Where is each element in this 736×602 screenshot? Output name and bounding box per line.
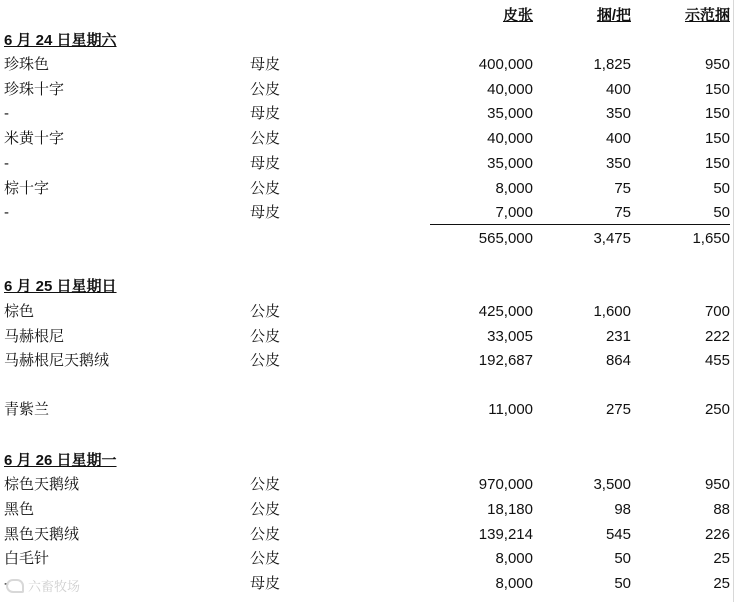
- row-shi-fan-kun: 50: [713, 180, 730, 197]
- row-type: 公皮: [250, 180, 281, 197]
- row-shi-fan-kun: 150: [704, 130, 730, 147]
- row-pi-zhang: 40,000: [487, 81, 533, 98]
- row-kun-ba: 50: [614, 550, 631, 567]
- row-pi-zhang: 8,000: [495, 550, 533, 567]
- row-shi-fan-kun: 150: [704, 105, 730, 122]
- watermark-text: 六畜牧场: [28, 580, 81, 595]
- row-shi-fan-kun: 88: [713, 501, 730, 518]
- section-date: 6 月 24 日星期六: [4, 32, 117, 49]
- row-kun-ba: 3,500: [593, 476, 631, 493]
- row-type: 公皮: [250, 352, 281, 369]
- section-date-row: [0, 29, 736, 54]
- row-name: 马赫根尼: [4, 328, 65, 345]
- section-date-row: [0, 275, 736, 300]
- row-shi-fan-kun: 222: [704, 328, 730, 345]
- row-shi-fan-kun: 950: [704, 56, 730, 73]
- row-shi-fan-kun: 150: [704, 155, 730, 172]
- row-type: 公皮: [250, 476, 281, 493]
- row-pi-zhang: 18,180: [487, 501, 533, 518]
- table-row: [0, 398, 736, 423]
- row-type: 公皮: [250, 550, 281, 567]
- row-kun-ba: 864: [605, 352, 631, 369]
- row-pi-zhang: 8,000: [495, 180, 533, 197]
- table-row: [0, 572, 736, 597]
- row-type: 公皮: [250, 328, 281, 345]
- row-name: 棕色: [4, 303, 35, 320]
- row-type: 公皮: [250, 130, 281, 147]
- row-kun-ba: 400: [605, 130, 631, 147]
- section-date: 6 月 26 日星期一: [4, 452, 117, 469]
- table-row: [0, 78, 736, 103]
- row-type: 公皮: [250, 501, 281, 518]
- row-type: 母皮: [250, 105, 281, 122]
- table-row: [0, 349, 736, 374]
- row-name: -: [4, 204, 9, 221]
- row-name: 青紫兰: [4, 401, 50, 418]
- row-pi-zhang: 970,000: [478, 476, 533, 493]
- table-row: [0, 177, 736, 202]
- row-type: 公皮: [250, 81, 281, 98]
- table-row: [0, 473, 736, 498]
- table-row: [0, 127, 736, 152]
- row-pi-zhang: 35,000: [487, 105, 533, 122]
- row-type: 母皮: [250, 204, 281, 221]
- table-row: [0, 498, 736, 523]
- row-name: 米黄十字: [4, 130, 65, 147]
- row-name: -: [4, 105, 9, 122]
- row-kun-ba: 350: [605, 155, 631, 172]
- row-shi-fan-kun: 226: [704, 526, 730, 543]
- row-kun-ba: 1,600: [593, 303, 631, 320]
- row-kun-ba: 75: [614, 204, 631, 221]
- row-shi-fan-kun: 700: [704, 303, 730, 320]
- row-shi-fan-kun: 150: [704, 81, 730, 98]
- row-pi-zhang: 33,005: [487, 328, 533, 345]
- table-row: [0, 300, 736, 325]
- row-name: -: [4, 155, 9, 172]
- section-date: 6 月 25 日星期日: [4, 278, 117, 295]
- row-kun-ba: 545: [605, 526, 631, 543]
- row-name: -: [4, 575, 9, 592]
- row-kun-ba: 75: [614, 180, 631, 197]
- row-shi-fan-kun: 950: [704, 476, 730, 493]
- table-row: [0, 201, 736, 226]
- row-pi-zhang: 139,214: [478, 526, 533, 543]
- table-row: [0, 53, 736, 78]
- row-name: 黑色: [4, 501, 35, 518]
- row-type: 母皮: [250, 155, 281, 172]
- table-row: [0, 547, 736, 572]
- row-pi-zhang: 192,687: [478, 352, 533, 369]
- row-kun-ba: 98: [614, 501, 631, 518]
- row-shi-fan-kun: 455: [704, 352, 730, 369]
- total-row: [0, 227, 736, 252]
- row-type: 公皮: [250, 526, 281, 543]
- section-date-row: [0, 449, 736, 474]
- header-pi-zhang: 皮张: [502, 7, 533, 24]
- row-type: 公皮: [250, 303, 281, 320]
- row-pi-zhang: 400,000: [478, 56, 533, 73]
- table-row: [0, 102, 736, 127]
- header-row: [0, 4, 736, 29]
- row-pi-zhang: 7,000: [495, 204, 533, 221]
- row-pi-zhang: 40,000: [487, 130, 533, 147]
- row-name: 珍珠色: [4, 56, 50, 73]
- row-name: 马赫根尼天鹅绒: [4, 352, 110, 369]
- row-kun-ba: 400: [605, 81, 631, 98]
- row-name: 白毛针: [4, 550, 50, 567]
- total-kun-ba: 3,475: [593, 230, 631, 247]
- total-divider: [430, 224, 730, 225]
- row-kun-ba: 350: [605, 105, 631, 122]
- row-kun-ba: 231: [605, 328, 631, 345]
- row-pi-zhang: 425,000: [478, 303, 533, 320]
- total-shi-fan-kun: 1,650: [692, 230, 730, 247]
- row-shi-fan-kun: 250: [704, 401, 730, 418]
- row-shi-fan-kun: 25: [713, 550, 730, 567]
- row-name: 棕十字: [4, 180, 50, 197]
- row-kun-ba: 50: [614, 575, 631, 592]
- total-pi-zhang: 565,000: [478, 230, 533, 247]
- row-name: 黑色天鹅绒: [4, 526, 80, 543]
- header-shi-fan-kun: 示范捆: [684, 7, 730, 24]
- row-shi-fan-kun: 25: [713, 575, 730, 592]
- table-row: [0, 152, 736, 177]
- row-kun-ba: 275: [605, 401, 631, 418]
- row-pi-zhang: 35,000: [487, 155, 533, 172]
- table-row: [0, 523, 736, 548]
- header-kun-ba: 捆/把: [596, 7, 631, 24]
- row-name: 珍珠十字: [4, 81, 65, 98]
- row-type: 母皮: [250, 575, 281, 592]
- row-pi-zhang: 8,000: [495, 575, 533, 592]
- row-kun-ba: 1,825: [593, 56, 631, 73]
- table-row: [0, 325, 736, 350]
- row-shi-fan-kun: 50: [713, 204, 730, 221]
- row-pi-zhang: 11,000: [488, 401, 533, 418]
- row-type: 母皮: [250, 56, 281, 73]
- row-name: 棕色天鹅绒: [4, 476, 80, 493]
